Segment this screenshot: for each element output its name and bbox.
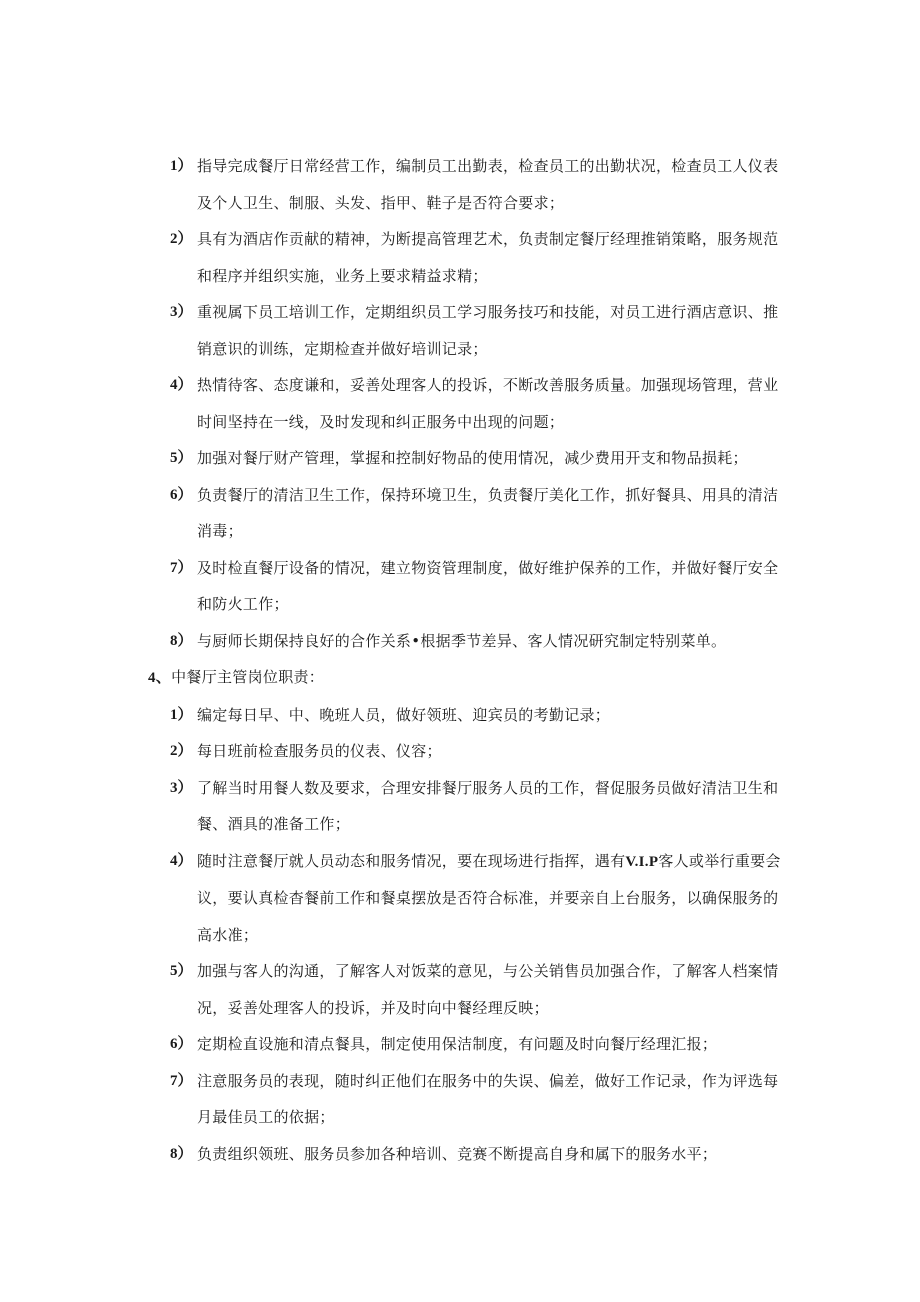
list-item	[0, 294, 785, 367]
list-item	[0, 843, 785, 954]
item-text: 具有为酒店作贡献的精神，为断提高管理艺术，负责制定餐厅经理推销策略，服务规范和程序并组织实施，业务上要求精益求精；	[197, 230, 779, 285]
list-item	[0, 440, 785, 477]
list-item	[0, 770, 785, 843]
item-number: 6）	[170, 1036, 193, 1052]
item-text: 加强对餐厅财产管理，掌握和控制好物品的使用情况，减少费用开支和物品损耗；	[197, 449, 748, 467]
item-number: 4）	[170, 852, 193, 869]
item-text: 定期检直设施和清点餐具，制定使用保洁制度，有问题及时向餐厅经理汇报；	[197, 1035, 718, 1053]
item-text: 负责餐厅的清洁卫生工作，保持环境卫生，负责餐厅美化工作，抓好餐具、用具的清洁消毒；	[197, 485, 779, 540]
item-number: 2）	[170, 231, 193, 247]
section-title: 中餐厅主管岗位职责：	[171, 668, 325, 686]
list-item	[0, 1136, 785, 1173]
item-text: 加强与客人的沟通，了解客人对饭菜的意见，与公关销售员加强合作，了解客人档案情况，妥善处理客人的投诉，并及时向中餐经理反映；	[197, 962, 779, 1017]
item-number: 5）	[170, 963, 193, 979]
list-item	[0, 697, 785, 734]
item-text: 每日班前检查服务员的仪表、仪容；	[197, 742, 442, 760]
list-item	[0, 623, 785, 660]
item-number: 4）	[170, 377, 193, 393]
item-number: 8）	[170, 1145, 193, 1162]
item-text: 热情待客、态度谦和，妥善处理客人的投诉，不断改善服务质量。加强现场管理，营业时间坚持在一线，及时发现和纠正服务中出现的问题；	[197, 376, 779, 431]
item-number: 8）	[170, 632, 193, 649]
item-text: 负责组织领班、服务员参加各种培训、竞赛不断提高自身和属下的服务水平；	[197, 1144, 718, 1163]
list-item	[0, 1026, 785, 1063]
list-item	[0, 733, 785, 770]
section-number: 4、	[148, 670, 172, 686]
item-text: 与厨师长期保持良好的合作关系•根据季节差异、客人情况研究制定特别菜单。	[197, 631, 727, 650]
item-text: 了解当时用餐人数及要求，合理安排餐厅服务人员的工作，督促服务员做好清洁卫生和餐、酒具的准备工作；	[197, 778, 779, 833]
item-number: 3）	[170, 779, 193, 796]
item-number: 3）	[170, 304, 193, 320]
item-number: 7）	[170, 1072, 193, 1089]
item-text: 随时注意餐厅就人员动态和服务情况，要在现场进行指挥，遇有	[197, 851, 626, 870]
item-text: 客人或举行重要会议，要认真检杳餐前工作和餐桌摆放是否符合标准，并要亲自上台服务，以确保服务的高水准；	[197, 851, 781, 944]
item-number: 2）	[170, 743, 193, 759]
item-text: 指导完成餐厅日常经营工作，编制员工出勤表，检查员工的出勤状况，检查员工人仪表及个人卫生、制服、头发、指甲、鞋子是否符合要求；	[197, 157, 779, 212]
item-text: 及时检直餐厅设备的情况，建立物资管理制度，做好维护保养的工作，并做好餐厅安全和防火工作；	[197, 558, 779, 613]
section-heading	[0, 659, 920, 697]
item-number: 1）	[170, 158, 193, 174]
vip-label: V.I.P	[625, 853, 659, 870]
item-number: 5）	[170, 450, 193, 466]
list-item	[0, 953, 785, 1026]
item-text: 注意服务员的表现，随时纠正他们在服务中的失误、偏差，做好工作记录，作为评选每月最佳员工的依据；	[197, 1071, 779, 1126]
item-text: 重视属下员工培训工作，定期组织员工学习服务技巧和技能，对员工进行酒店意识、推销意识的训练，定期检查并做好培训记录；	[197, 303, 779, 358]
list-item	[0, 1063, 785, 1136]
item-number: 1）	[170, 706, 193, 723]
list-item	[0, 477, 785, 550]
item-number: 7）	[170, 559, 193, 576]
list-item	[0, 550, 785, 623]
list-item	[0, 221, 785, 294]
list-item	[0, 148, 785, 221]
item-text: 编定每日早、中、晚班人员，做好领班、迎宾员的考勤记录；	[197, 705, 611, 724]
list-item	[0, 367, 785, 440]
item-number: 6）	[170, 486, 193, 503]
document-body	[0, 148, 920, 1172]
